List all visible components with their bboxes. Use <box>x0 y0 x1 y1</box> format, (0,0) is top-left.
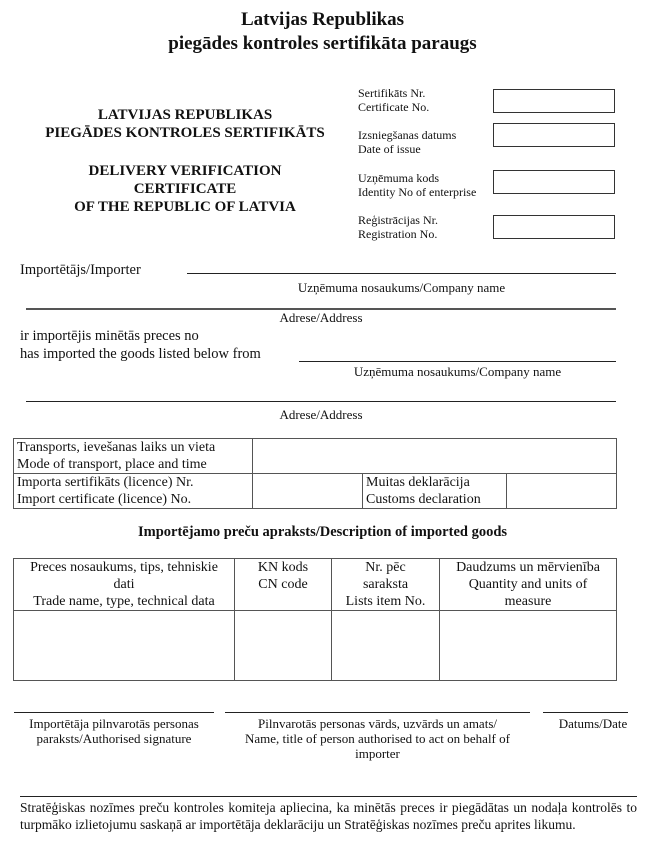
certificate-heading-en <box>20 162 350 216</box>
heading-en-line-2: CERTIFICATE <box>133 181 237 197</box>
customs-value-cell[interactable] <box>507 474 617 509</box>
goods-col-header-trade-name <box>14 559 235 611</box>
identity-no-label <box>358 171 476 199</box>
document-title <box>0 8 645 56</box>
import-cert-label-en: Import certificate (licence) No. <box>17 492 192 507</box>
registration-no-field[interactable] <box>493 215 615 239</box>
header-line: KN kods <box>257 560 309 575</box>
goods-cell-list-item[interactable] <box>332 611 440 681</box>
title-line-2: piegādes kontroles sertifikāta paraugs <box>168 33 477 54</box>
header-line: Nr. pēc <box>365 560 406 575</box>
goods-table-row <box>14 611 617 681</box>
name-caption-line-2: Name, title of person authorised to act on behalf of <box>245 731 510 746</box>
import-cert-label-lv: Importa sertifikāts (licence) Nr. <box>17 475 194 490</box>
goods-cell-trade-name[interactable] <box>14 611 235 681</box>
exporter-label-en: has imported the goods listed below from <box>20 346 261 362</box>
date-of-issue-label <box>358 128 456 156</box>
authorised-name-line[interactable] <box>225 712 530 713</box>
header-line: Preces nosaukums, tips, tehniskie <box>30 560 218 575</box>
exporter-company-caption: Uzņēmuma nosaukums/Company name <box>353 364 562 379</box>
header-line: dati <box>113 577 135 592</box>
field-label-lv: Uzņēmuma kods <box>358 171 439 185</box>
header-line: saraksta <box>362 577 409 592</box>
customs-label-lv: Muitas deklarācija <box>366 475 470 490</box>
identity-no-field[interactable] <box>493 170 615 194</box>
field-label-lv: Reģistrācijas Nr. <box>358 213 438 227</box>
committee-statement: Stratēģiskas nozīmes preču kontroles komiteja apliecina, ka minētās preces ir piegādātas un nodaļa kontrolēs to turpmāko izlietojumu saskaņā ar importētāja deklarāciju un Stratēģiskas nozīmes preču aprites likumu. <box>20 800 637 832</box>
name-caption-line-3: importer <box>355 746 400 761</box>
goods-cell-quantity[interactable] <box>440 611 617 681</box>
field-label-en: Certificate No. <box>358 100 430 114</box>
name-caption-line-1: Pilnvarotās personas vārds, uzvārds un amats/ <box>257 716 497 731</box>
transport-label-en: Mode of transport, place and time <box>17 457 207 472</box>
heading-en-line-1: DELIVERY VERIFICATION <box>88 163 282 179</box>
goods-table <box>13 558 617 681</box>
goods-section-heading: Importējamo preču apraksts/Description of imported goods <box>137 524 508 540</box>
certificate-heading-lv <box>20 106 350 142</box>
field-label-en: Date of issue <box>358 142 421 156</box>
title-line-1: Latvijas Republikas <box>240 9 405 30</box>
importer-label: Importētājs/Importer <box>20 262 141 278</box>
signature-line[interactable] <box>14 712 214 713</box>
date-line[interactable] <box>543 712 628 713</box>
importer-company-line[interactable] <box>187 273 616 274</box>
exporter-address-caption: Adrese/Address <box>279 407 363 422</box>
header-line: Lists item No. <box>345 594 426 609</box>
transport-value-cell[interactable] <box>253 439 617 474</box>
heading-lv-line-1: LATVIJAS REPUBLIKAS <box>97 107 273 123</box>
customs-label-en: Customs declaration <box>366 492 481 507</box>
customs-label-cell <box>363 474 507 509</box>
header-line: Trade name, type, technical data <box>33 594 215 609</box>
exporter-address-line[interactable] <box>26 401 616 402</box>
field-label-lv: Izsniegšanas datums <box>358 128 457 142</box>
header-line: Quantity and units of <box>468 577 588 592</box>
heading-en-line-3: OF THE REPUBLIC OF LATVIA <box>74 199 296 215</box>
header-line: Daudzums un mērvienība <box>456 560 600 575</box>
signature-caption-line-1: Importētāja pilnvarotās personas <box>29 716 199 731</box>
import-cert-value-cell[interactable] <box>253 474 363 509</box>
goods-col-header-quantity <box>440 559 617 611</box>
signature-caption-line-2: paraksts/Authorised signature <box>36 731 192 746</box>
field-label-en: Identity No of enterprise <box>358 185 477 199</box>
header-line: CN code <box>258 577 308 592</box>
import-cert-label-cell <box>14 474 253 509</box>
transport-table <box>13 438 617 509</box>
registration-no-label <box>358 213 438 241</box>
field-label-lv: Sertifikāts Nr. <box>358 86 426 100</box>
transport-label-cell <box>14 439 253 474</box>
exporter-company-line[interactable] <box>299 361 616 362</box>
goods-cell-cn-code[interactable] <box>235 611 332 681</box>
importer-address-caption: Adrese/Address <box>279 310 363 325</box>
date-caption: Datums/Date <box>558 716 628 731</box>
importer-company-caption: Uzņēmuma nosaukums/Company name <box>297 280 506 295</box>
header-line: measure <box>504 594 552 609</box>
exporter-label-lv: ir importējis minētās preces no <box>20 328 199 344</box>
certificate-no-label <box>358 86 429 114</box>
field-label-en: Registration No. <box>358 227 438 241</box>
statement-divider <box>20 796 637 797</box>
signature-caption <box>0 716 228 746</box>
goods-col-header-cn-code <box>235 559 332 611</box>
certificate-no-field[interactable] <box>493 89 615 113</box>
authorised-name-caption <box>215 716 540 761</box>
goods-col-header-list-item <box>332 559 440 611</box>
transport-label-lv: Transports, ievešanas laiks un vieta <box>17 440 216 455</box>
heading-lv-line-2: PIEGĀDES KONTROLES SERTIFIKĀTS <box>45 125 325 141</box>
date-of-issue-field[interactable] <box>493 123 615 147</box>
